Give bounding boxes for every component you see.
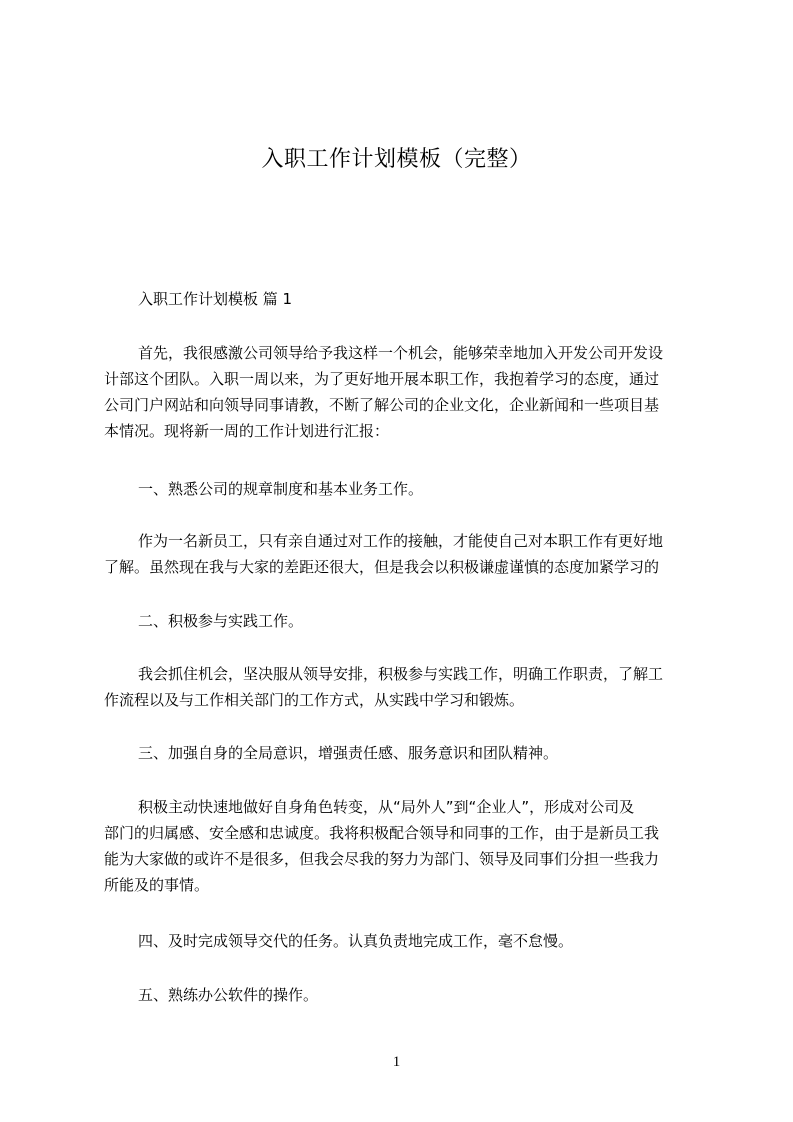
- section-heading: [104, 286, 700, 312]
- paragraph-line: 了解。虽然现在我与大家的差距还很大，但是我会以积极谦虚谨慎的态度加紧学习的: [104, 558, 660, 576]
- paragraph-two: [104, 661, 700, 713]
- paragraph-line: 能为大家做的或许不是很多，但我会尽我的努力为部门、领导及同事们分担一些我力: [104, 850, 660, 868]
- heading-four: [104, 928, 700, 954]
- paragraph-one: [104, 528, 700, 580]
- heading-two: [104, 608, 700, 634]
- heading-three: [104, 740, 700, 766]
- heading-one: [104, 476, 700, 502]
- paragraph-three: [104, 794, 700, 898]
- paragraph-line: 作为一名新员工，只有亲自通过对工作的接触，才能使自己对本职工作有更好地: [138, 532, 664, 550]
- heading-line: 四、及时完成领导交代的任务。认真负责地完成工作，毫不怠慢。: [138, 932, 574, 950]
- paragraph-line: 积极主动快速地做好自身角色转变，从“局外人”到“企业人”，形成对公司及: [138, 798, 635, 816]
- heading-five: [104, 982, 700, 1008]
- paragraph-line: 首先，我很感激公司领导给予我这样一个机会，能够荣幸地加入开发公司开发设: [138, 344, 664, 362]
- paragraph-line: 我会抓住机会，坚决服从领导安排，积极参与实践工作，明确工作职责，了解工: [138, 665, 664, 683]
- paragraph-line: 作流程以及与工作相关部门的工作方式，从实践中学习和锻炼。: [104, 691, 525, 709]
- paragraph-intro: [104, 340, 700, 444]
- page-number: 1: [392, 1054, 401, 1070]
- heading-line: 五、熟练办公软件的操作。: [138, 986, 319, 1004]
- paragraph-line: 部门的归属感、安全感和忠诚度。我将积极配合领导和同事的工作，由于是新员工我: [104, 824, 660, 842]
- paragraph-line: 计部这个团队。入职一周以来，为了更好地开展本职工作，我抱着学习的态度，通过: [104, 370, 660, 388]
- document-title: 入职工作计划模板（完整）: [261, 147, 532, 172]
- paragraph-line: 公司门户网站和向领导同事请教，不断了解公司的企业文化，企业新闻和一些项目基: [104, 396, 660, 414]
- heading-line: 一、熟悉公司的规章制度和基本业务工作。: [138, 480, 424, 498]
- subtitle-line: 入职工作计划模板 篇 1: [138, 290, 293, 308]
- paragraph-line: 所能及的事情。: [104, 876, 210, 894]
- heading-line: 二、积极参与实践工作。: [138, 612, 304, 630]
- heading-line: 三、加强自身的全局意识，增强责任感、服务意识和团队精神。: [138, 744, 559, 762]
- paragraph-line: 本情况。现将新一周的工作计划进行汇报：: [104, 422, 390, 440]
